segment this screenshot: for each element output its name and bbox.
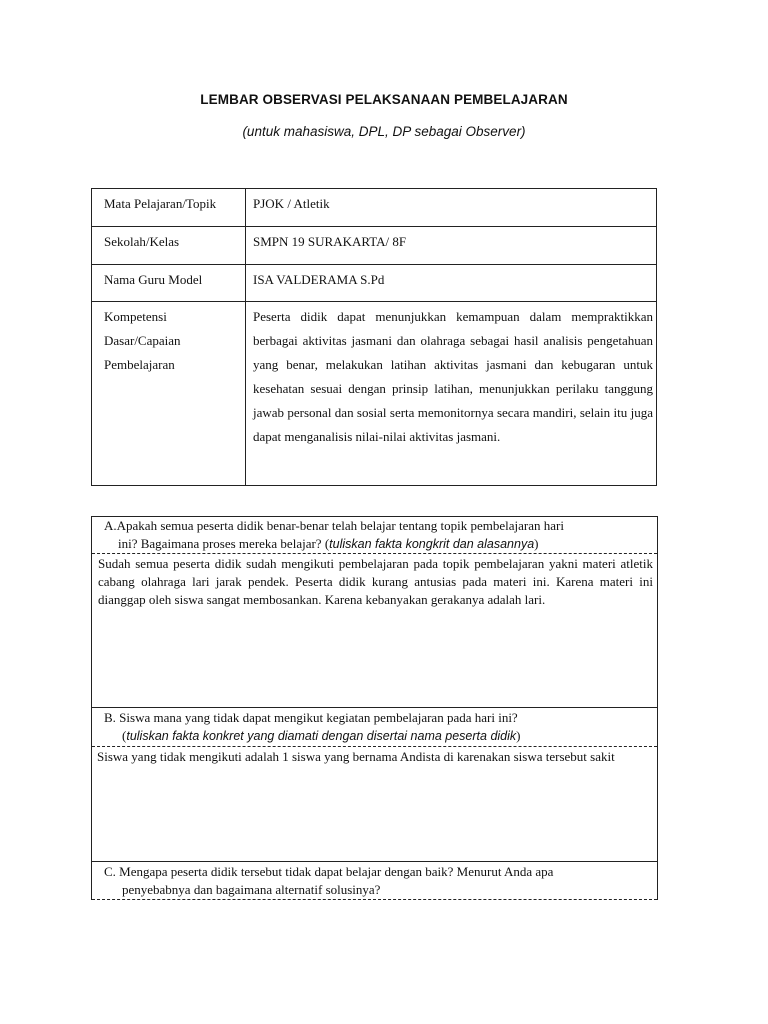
question-b-close: ) xyxy=(516,728,521,743)
question-a-close: ) xyxy=(534,536,539,551)
competency-label-line: Kompetensi xyxy=(104,309,167,324)
table-row xyxy=(92,189,657,227)
question-c-line2: penyebabnya dan bagaimana alternatif solusinya? xyxy=(122,882,381,897)
school-class-label: Sekolah/Kelas xyxy=(92,227,246,265)
question-b-line2 xyxy=(104,727,649,745)
question-b-line1: B. Siswa mana yang tidak dapat mengikut kegiatan pembelajaran pada hari ini? xyxy=(104,710,518,725)
competency-label-line: Dasar/Capaian xyxy=(104,333,181,348)
question-a-line1: A.Apakah semua peserta didik benar-benar telah belajar tentang topik pembelajaran hari xyxy=(104,518,564,533)
question-a-hint: tuliskan fakta kongkrit dan alasannya xyxy=(329,537,535,551)
answer-a: Sudah semua peserta didik sudah mengikuti pembelajaran pada topik pembelajaran yakni materi atletik cabang olahraga lari jarak pendek. Peserta didik kurang antusias pada materi ini. Karena materi ini dianggap oleh siswa sangat membosankan. Karena kebanyakan gerakanya adalah lari. xyxy=(92,554,657,708)
subject-value: PJOK / Atletik xyxy=(246,189,657,227)
question-c xyxy=(92,862,657,900)
table-row xyxy=(92,302,657,486)
page-subtitle: (untuk mahasiswa, DPL, DP sebagai Observer) xyxy=(242,124,526,139)
teacher-name-label: Nama Guru Model xyxy=(92,265,246,302)
competency-value: Peserta didik dapat menunjukkan kemampuan dalam mempraktikkan berbagai aktivitas jasmani dan olahraga sebagai hasil analisis pengetahuan yang benar, melakukan latihan aktivitas jasmani dan kebugaran untuk kesehatan sesuai dengan prinsip latihan, menunjukkan perilaku tanggung jawab personal dan sosial serta memonitornya secara mandiri, selain itu juga dapat menganalisis nilai-nilai aktivitas jasmani. xyxy=(246,302,657,486)
question-b-open: ( xyxy=(122,728,127,743)
subject-label: Mata Pelajaran/Topik xyxy=(92,189,246,227)
teacher-name-value: ISA VALDERAMA S.Pd xyxy=(246,265,657,302)
question-b xyxy=(92,708,657,747)
table-row xyxy=(92,227,657,265)
table-row xyxy=(92,265,657,302)
school-class-value: SMPN 19 SURAKARTA/ 8F xyxy=(246,227,657,265)
observation-box xyxy=(91,516,658,900)
competency-label-line: Pembelajaran xyxy=(104,357,175,372)
answer-b: Siswa yang tidak mengikuti adalah 1 siswa yang bernama Andista di karenakan siswa tersebut sakit xyxy=(92,747,657,862)
info-table xyxy=(91,188,657,486)
competency-label xyxy=(92,302,246,486)
question-c-line1: C. Mengapa peserta didik tersebut tidak dapat belajar dengan baik? Menurut Anda apa xyxy=(104,864,554,879)
question-a-line2 xyxy=(104,535,649,553)
page-title: LEMBAR OBSERVASI PELAKSANAAN PEMBELAJARAN xyxy=(200,92,568,107)
question-b-hint: tuliskan fakta konkret yang diamati dengan disertai nama peserta didik xyxy=(126,729,517,743)
question-a xyxy=(92,517,657,554)
question-a-text: ini? Bagaimana proses mereka belajar? ( xyxy=(118,536,330,551)
